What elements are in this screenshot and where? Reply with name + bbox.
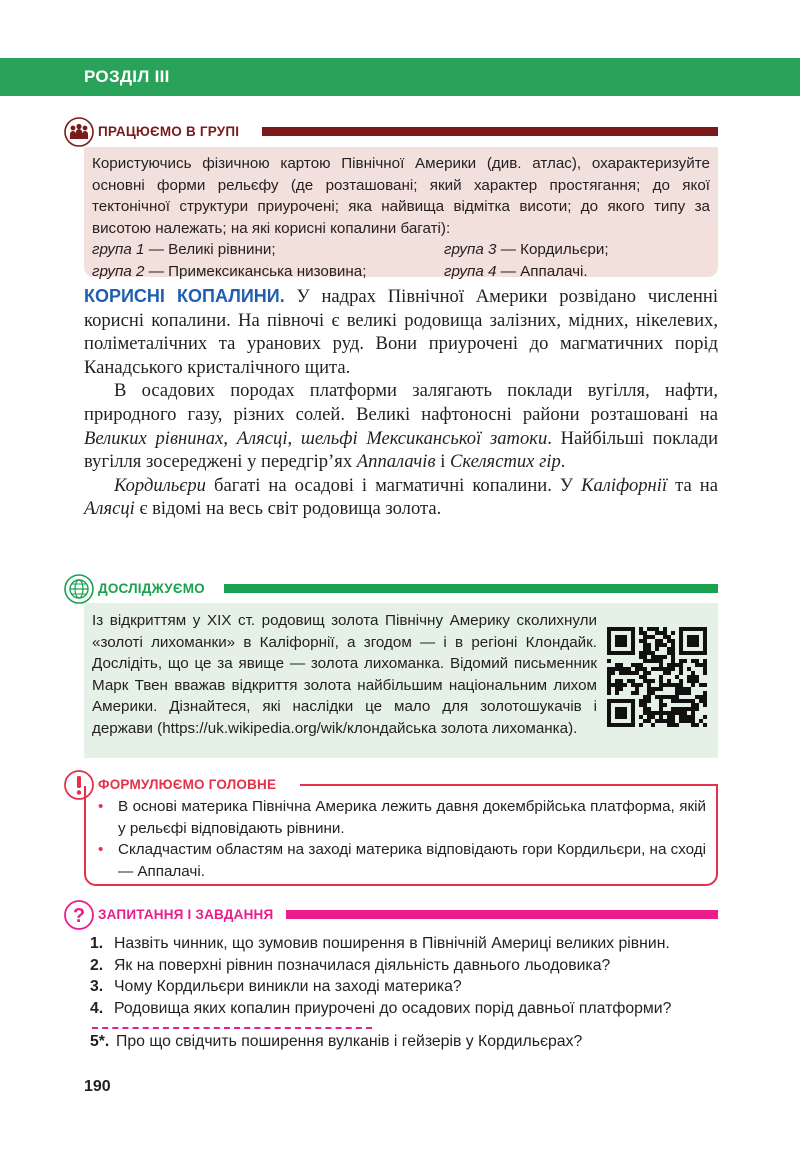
group-text: — Примексиканська низовина; [144, 262, 367, 280]
explore-rule [224, 584, 718, 593]
questions-rule [286, 910, 718, 919]
group-label: група 3 [444, 241, 497, 258]
questions-header [64, 900, 720, 930]
group-text: — Аппалачі. [496, 262, 588, 280]
questions-list [90, 933, 730, 1019]
work-group-title: ПРАЦЮЄМО В ГРУПІ [98, 124, 240, 139]
question-item: 3. Чому Кордильєри виникли на заході материка? [90, 978, 462, 995]
svg-text:?: ? [72, 905, 86, 927]
work-group-header [64, 117, 720, 147]
work-group-rule [262, 127, 718, 136]
explore-text: Із відкриттям у XIX ст. родовищ золота Північну Америку сколихнули «золоті лихоманки» в Каліфорнії, а згодом — і в регіоні Клондайк. Дослідіть, що це за явище — золота лихоманка. Відомий письменник Марк Твен вважав відкриття золота найбільшим національним лихом Америки. Дізнайтеся, які наслідки це мало для золотошукачів і держави (https://uk.wikipedia.org/wik/клондайська золота лихоманка). [92, 612, 597, 737]
explore-header [64, 574, 720, 604]
group-label: група 1 [92, 241, 145, 258]
work-group-box [84, 147, 718, 280]
qr-code-icon[interactable] [607, 627, 707, 727]
page-number: 190 [84, 1078, 111, 1095]
work-group-task: Користуючись фізичною картою Північної Америки (див. атлас), охарактеризуйте основні форми рельєфу (де розташовані; який характер простягання; до якої тектонічної структури приурочені; яка найвища відмітка висоти; до якого типу за висотою належать; на які корисні копалини багаті): [92, 155, 710, 237]
question-item-extra: 5*. Про що свідчить поширення вулканів і гейзерів у Кордильєрах? [90, 1033, 583, 1050]
question-item: 1. Назвіть чинник, що зумовив поширення в Північній Америці великих рівнин. [90, 935, 670, 952]
question-item: 4. Родовища яких копалин приурочені до осадових порід давньої платформи? [90, 999, 672, 1017]
section-header-bar [0, 58, 800, 96]
group-text: — Великі рівнини; [144, 241, 276, 258]
questions-divider [92, 1027, 372, 1029]
explore-box [84, 603, 718, 758]
people-group-icon [64, 117, 94, 147]
minerals-section [84, 285, 718, 521]
main-points-box [84, 786, 718, 886]
question-mark-icon [64, 900, 94, 930]
question-item: 2. Як на поверхні рівнин позначилася діяльність давнього льодовика? [90, 956, 611, 974]
group-text: — Кордильєри; [496, 241, 609, 258]
minerals-paragraph-2: В осадових породах платформи залягають поклади вугілля, нафти, природного газу, різних солей. Великі нафтоносні райони розташовані на Великих рівнинах, Алясці, шельфі Мексиканської затоки. Найбільші поклади вугілля зосереджені у передгір’ях Аппалачів і Скелястих гір. [84, 380, 719, 473]
group-label: група 4 [444, 262, 497, 280]
minerals-paragraph-3: Кордильєри багаті на осадові і магматичні копалини. У Каліфорнії та на Алясці є відомі на весь світ родовища золота. [84, 474, 718, 520]
globe-icon [64, 574, 94, 604]
minerals-heading: КОРИСНІ КОПАЛИНИ. [84, 286, 285, 306]
main-point-item: • В основі материка Північна Америка лежить давня докембрійська платформа, якій у рельєфі відповідають рівнини. [98, 798, 706, 837]
explore-title: ДОСЛІДЖУЄМО [98, 581, 205, 596]
section-label: РОЗДІЛ III [84, 67, 170, 86]
main-points-title: ФОРМУЛЮЄМО ГОЛОВНЕ [98, 777, 277, 792]
minerals-paragraph-1: У надрах Північної Америки розвідано численні корисні копалини. На півночі є великі родовища залізних, мідних, нікелевих, поліметалічних та уранових руд. Вони приурочені до магматичних порід Канадського кристалічного щита. [84, 286, 718, 378]
questions-title: ЗАПИТАННЯ І ЗАВДАННЯ [98, 907, 274, 922]
main-point-item: • Складчастим областям на заході материка відповідають гори Кордильєри, на сході — Аппалачі. [98, 841, 706, 880]
group-label: група 2 [92, 262, 145, 280]
